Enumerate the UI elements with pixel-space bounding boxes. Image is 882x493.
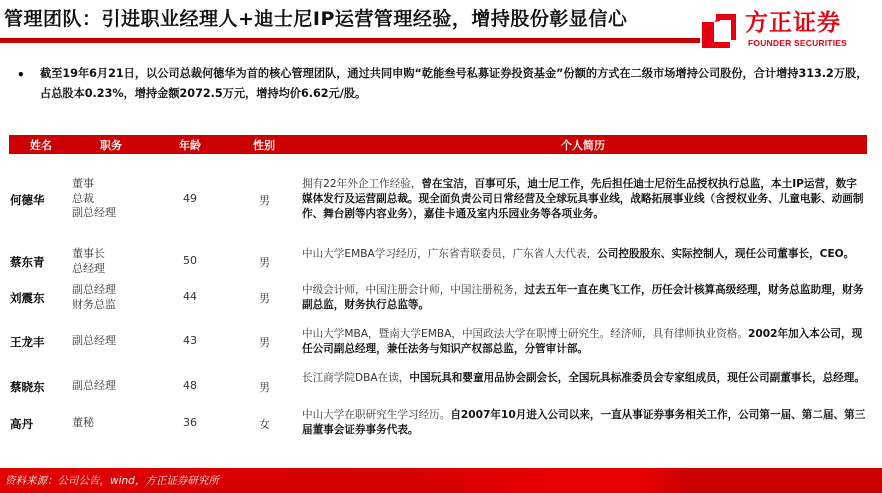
member-bio: 中级会计师，中国注册会计师，中国注册税务，过去五年一直在奥飞工作，历任会计核算高级经理，财务总监助理，财务副总监，财务执行总监等。 xyxy=(302,284,864,311)
founder-logo-icon xyxy=(700,12,738,50)
member-gender: 男 xyxy=(259,292,270,305)
member-name: 蔡晓东 xyxy=(10,380,45,394)
member-gender: 男 xyxy=(259,194,270,207)
header-bio: 个人简历 xyxy=(561,139,605,152)
footer-bar xyxy=(0,468,882,493)
bullet-icon: • xyxy=(17,68,25,82)
member-bio: 中山大学MBA，暨南大学EMBA，中国政法大学在职博士研究生。经济师，具有律师执业资格。2002年加入本公司，现任公司副总经理，兼任法务与知识产权部总监，分管审计部。 xyxy=(302,328,863,355)
member-role: 董秘 xyxy=(72,416,94,429)
member-gender: 男 xyxy=(259,381,270,394)
member-gender: 男 xyxy=(259,256,270,269)
page-title: 管理团队：引进职业经理人+迪士尼IP运营管理经验，增持股份彰显信心 xyxy=(4,8,628,30)
member-bio: 拥有22年外企工作经验，曾在宝洁，百事可乐，迪士尼工作，先后担任迪士尼衍生品授权执行总监，本土IP运营，数字媒体发行及运营副总裁。现全面负责公司日常经营及全球玩具事业线，战略拓展事业线（含授权业务、儿童电影、动画制作、舞台剧等内容业务），嘉佳卡通及室内乐园业务等各项业务。 xyxy=(302,178,864,220)
member-age: 48 xyxy=(183,379,197,392)
member-name: 刘震东 xyxy=(10,291,45,305)
member-age: 44 xyxy=(183,290,197,303)
member-name: 王龙丰 xyxy=(10,335,45,349)
founder-securities-logo xyxy=(700,10,880,52)
header-role: 职务 xyxy=(100,139,122,152)
member-role: 副总经理 xyxy=(72,334,116,347)
member-name: 蔡东青 xyxy=(10,255,45,269)
member-role: 董事长 总经理 xyxy=(72,247,105,275)
summary-paragraph: 截至19年6月21日，以公司总裁何德华为首的核心管理团队，通过共同申购“乾能叁号私募证券投资基金”份额的方式在二级市场增持公司股份，合计增持313.2万股，占总股本0.23%，增持金额2072.5万元，增持均价6.62元/股。 xyxy=(40,67,868,100)
member-age: 43 xyxy=(183,334,197,347)
logo-english-name: FOUNDER SECURITIES xyxy=(748,38,847,48)
member-age: 49 xyxy=(183,192,197,205)
member-gender: 男 xyxy=(259,336,270,349)
title-divider xyxy=(0,38,700,43)
member-name: 何德华 xyxy=(10,193,45,207)
member-age: 50 xyxy=(183,254,197,267)
table-header xyxy=(9,135,867,154)
member-bio: 长江商学院DBA在读，中国玩具和婴童用品协会副会长，全国玩具标准委员会专家组成员，现任公司副董事长，总经理。 xyxy=(302,372,865,384)
member-name: 高丹 xyxy=(10,417,33,431)
member-age: 36 xyxy=(183,416,197,429)
member-role: 副总经理 财务总监 xyxy=(72,283,116,311)
member-role: 副总经理 xyxy=(72,379,116,392)
member-role: 董事 总裁 副总经理 xyxy=(72,177,116,219)
data-source-note: 资料来源：公司公告，wind，方正证券研究所 xyxy=(5,475,219,487)
member-bio: 中山大学EMBA学习经历，广东省青联委员，广东省人大代表，公司控股股东、实际控制人，现任公司董事长，CEO。 xyxy=(302,248,855,260)
header-name: 姓名 xyxy=(30,139,52,152)
logo-chinese-name: 方正证券 xyxy=(745,10,841,36)
header-gender: 性别 xyxy=(253,139,275,152)
header-age: 年龄 xyxy=(179,139,201,152)
member-gender: 女 xyxy=(259,418,270,431)
member-bio: 中山大学在职研究生学习经历。自2007年10月进入公司以来，一直从事证券事务相关工作，公司第一届、第二届、第三届董事会证券事务代表。 xyxy=(302,409,866,436)
